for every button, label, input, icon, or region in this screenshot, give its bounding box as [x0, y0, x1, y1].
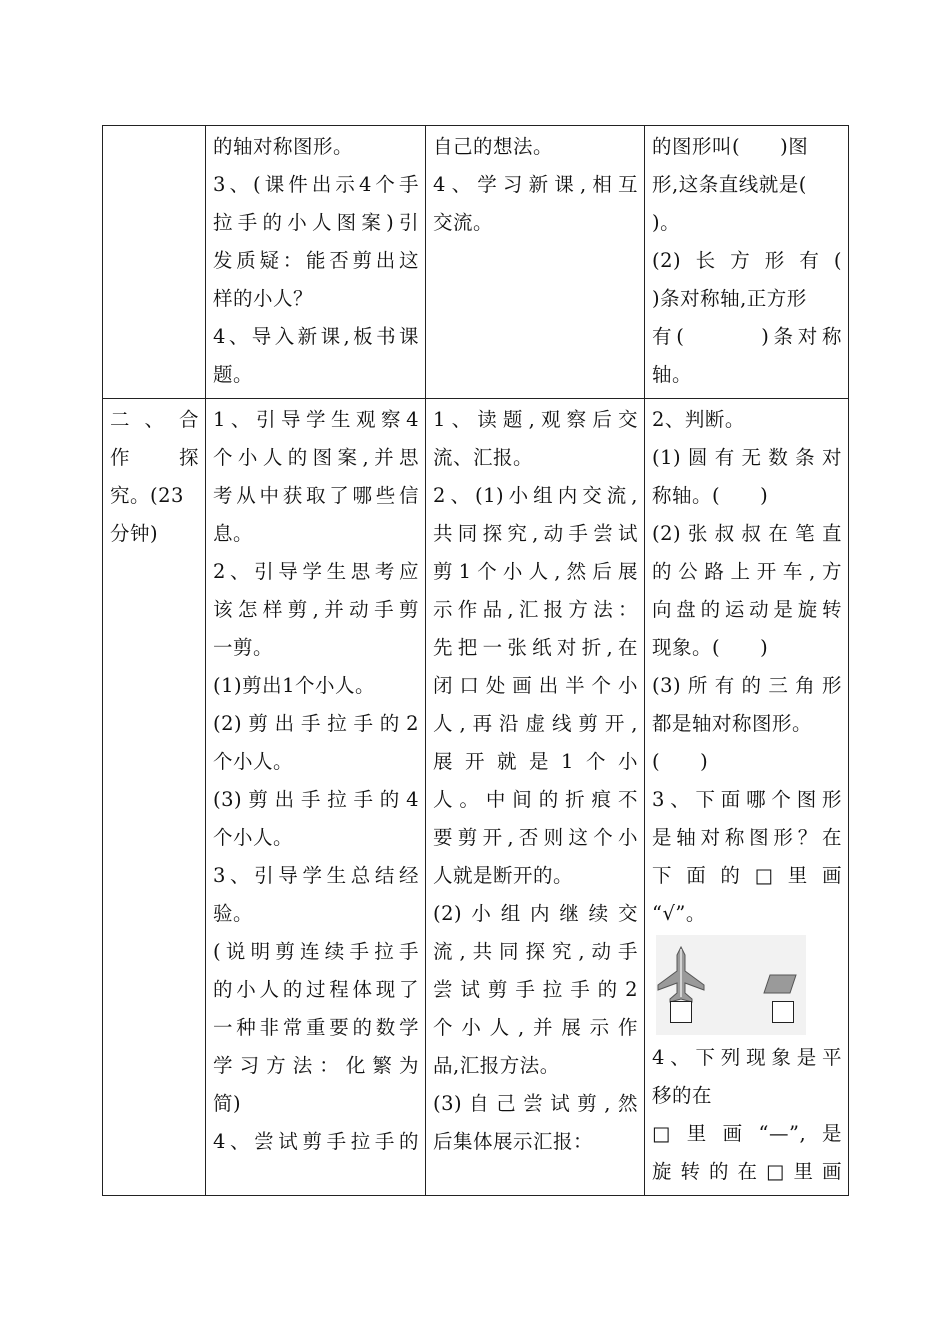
text-line: 现象。( )	[652, 636, 769, 659]
text-line: 个小人,并展示作	[433, 1016, 638, 1039]
text-line: 验。	[213, 902, 254, 925]
text-line: 的小人的过程体现了	[213, 978, 419, 1001]
text-line: 旋转的在□里画	[652, 1160, 842, 1183]
text-line: 下面的□里画	[652, 864, 842, 887]
text-line: 学习方法：化繁为	[213, 1054, 419, 1077]
text-line: (3)剪出手拉手的4	[213, 788, 419, 811]
student-activity-cell	[426, 126, 645, 399]
text-line: 移的在	[652, 1084, 713, 1107]
text-line: 闭口处画出半个小	[433, 674, 638, 697]
text-line: )条对称轴,正方形	[652, 287, 807, 310]
text-line: 4、下列现象是平	[652, 1046, 842, 1069]
stage-label: 分钟)	[110, 522, 159, 545]
text-line: 拉手的小人图案)引	[213, 211, 419, 234]
teacher-activity-cell	[206, 399, 426, 1196]
exercise-cell	[645, 399, 849, 1196]
text-line: 人。中间的折痕不	[433, 788, 638, 811]
text-line: 1、引导学生观察4	[213, 408, 419, 431]
text-line: 是轴对称图形？在	[652, 826, 842, 849]
text-line: 尝试剪手拉手的2	[433, 978, 638, 1001]
parallelogram-icon	[764, 975, 796, 993]
stage-label: 究。(23	[110, 484, 184, 507]
stage-cell	[103, 399, 206, 1196]
text-line: 展开就是1个小	[433, 750, 638, 773]
text-line: 都是轴对称图形。	[652, 712, 813, 735]
lesson-plan-table	[102, 125, 849, 1196]
text-line: 个小人。	[213, 750, 294, 773]
text-line: 的轴对称图形。	[213, 135, 354, 158]
text-line: 品,汇报方法。	[433, 1054, 560, 1077]
text-line: 形,这条直线就是(	[652, 173, 807, 196]
text-line: (2)长方形有(	[652, 249, 842, 272]
text-line: ( )	[652, 750, 709, 773]
text-line: 样的小人？	[213, 287, 314, 310]
text-line: □里画“—”,是	[652, 1122, 842, 1145]
text-line: 共同探究,动手尝试	[433, 522, 638, 545]
text-line: 轴。	[652, 363, 693, 386]
text-line: 一剪。	[213, 636, 274, 659]
text-line: 息。	[213, 522, 254, 545]
text-line: )。	[652, 211, 681, 234]
text-line: 4、导入新课,板书课	[213, 325, 419, 348]
teacher-activity-cell	[206, 126, 426, 399]
text-line: (1)圆有无数条对	[652, 446, 842, 469]
text-line: 2、判断。	[652, 408, 745, 431]
text-line: 3、下面哪个图形	[652, 788, 842, 811]
text-line: (2)小组内继续交	[433, 902, 638, 925]
text-line: 4、学习新课,相互	[433, 173, 638, 196]
text-line: 的图形叫( )图	[652, 135, 809, 158]
text-line: 先把一张纸对折,在	[433, 636, 638, 659]
exercise-cell	[645, 126, 849, 399]
text-line: 交流。	[433, 211, 494, 234]
table-row	[103, 399, 849, 1196]
text-line: 流,共同探究,动手	[433, 940, 638, 963]
stage-cell	[103, 126, 206, 399]
text-line: 要剪开,否则这个小	[433, 826, 638, 849]
text-line: (2)剪出手拉手的2	[213, 712, 419, 735]
table-row	[103, 126, 849, 399]
text-line: (2)张叔叔在笔直	[652, 522, 842, 545]
stage-label: 二、合	[110, 408, 199, 431]
text-line: 流、汇报。	[433, 446, 534, 469]
text-line: 3、引导学生总结经	[213, 864, 419, 887]
text-line: “√”。	[652, 902, 706, 925]
checkbox-airplane[interactable]	[670, 1001, 692, 1023]
text-line: 2、引导学生思考应	[213, 560, 419, 583]
text-line: 题。	[213, 363, 254, 386]
text-line: 自己的想法。	[433, 135, 554, 158]
text-line: 考从中获取了哪些信	[213, 484, 419, 507]
text-line: 发质疑：能否剪出这	[213, 249, 419, 272]
text-line: 2、(1)小组内交流,	[433, 484, 638, 507]
text-line: 人,再沿虚线剪开,	[433, 712, 638, 735]
figure-panel	[656, 935, 806, 1035]
text-line: 向盘的运动是旋转	[652, 598, 842, 621]
symmetry-figure	[652, 933, 842, 1039]
text-line: 示作品,汇报方法：	[433, 598, 638, 621]
text-line: 个小人。	[213, 826, 294, 849]
text-line: 称轴。( )	[652, 484, 769, 507]
text-line: 一种非常重要的数学	[213, 1016, 419, 1039]
text-line: (3)自己尝试剪,然	[433, 1092, 638, 1115]
stage-label: 作 探	[110, 446, 199, 469]
text-line: 有( )条对称	[652, 325, 842, 348]
text-line: (3)所有的三角形	[652, 674, 842, 697]
text-line: (说明剪连续手拉手	[213, 940, 419, 963]
text-line: 1、读题,观察后交	[433, 408, 638, 431]
text-line: 人就是断开的。	[433, 864, 574, 887]
text-line: 个小人的图案,并思	[213, 446, 419, 469]
checkbox-parallelogram[interactable]	[772, 1001, 794, 1023]
text-line: 该怎样剪,并动手剪	[213, 598, 419, 621]
text-line: 后集体展示汇报：	[433, 1130, 594, 1153]
text-line: 4、尝试剪手拉手的	[213, 1130, 419, 1153]
text-line: 的公路上开车,方	[652, 560, 842, 583]
student-activity-cell	[426, 399, 645, 1196]
text-line: (1)剪出1个小人。	[213, 674, 376, 697]
text-line: 剪1个小人,然后展	[433, 560, 638, 583]
text-line: 简)	[213, 1092, 242, 1115]
text-line: 3、(课件出示4个手	[213, 173, 419, 196]
